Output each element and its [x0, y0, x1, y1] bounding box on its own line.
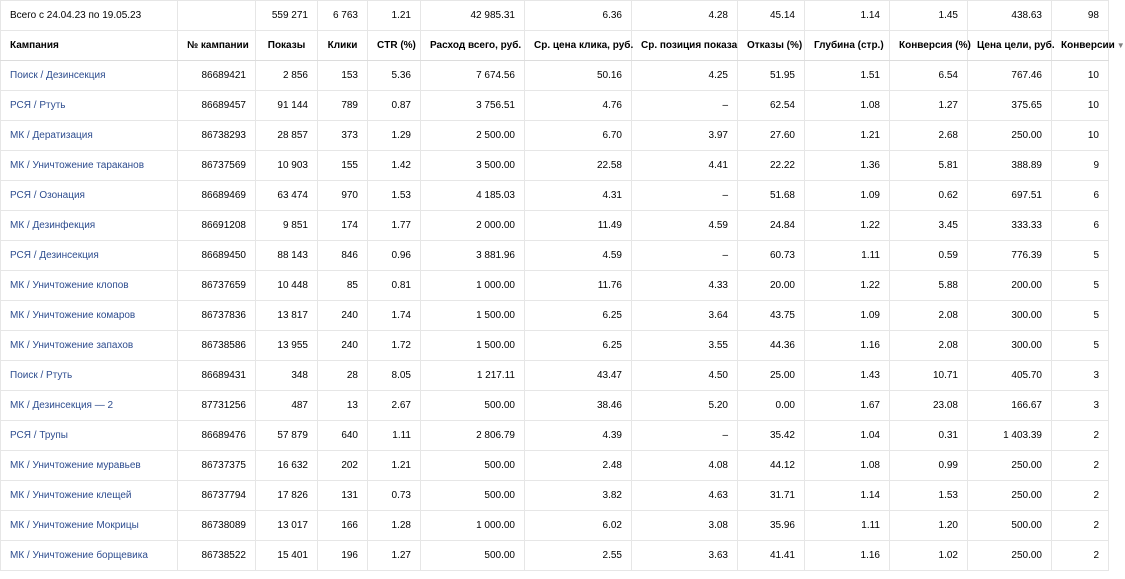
campaign-cell	[1, 361, 178, 391]
bounce-rate-cell: 20.00	[738, 271, 805, 301]
avg-cpc-cell: 2.55	[525, 541, 632, 571]
avg-cpc-cell: 43.47	[525, 361, 632, 391]
table-row	[1, 181, 1109, 211]
clicks-cell: 85	[318, 271, 368, 301]
table-row	[1, 301, 1109, 331]
conversions-cell: 5	[1052, 301, 1109, 331]
goal-cost-cell: 1 403.39	[968, 421, 1052, 451]
table-row	[1, 211, 1109, 241]
clicks-cell: 640	[318, 421, 368, 451]
ctr-cell: 1.42	[368, 151, 421, 181]
depth-cell: 1.22	[805, 271, 890, 301]
campaign-cell	[1, 271, 178, 301]
clicks-cell: 240	[318, 301, 368, 331]
goal-cost-cell: 166.67	[968, 391, 1052, 421]
campaign-id-cell: 86738586	[178, 331, 256, 361]
ctr-cell: 1.77	[368, 211, 421, 241]
clicks-cell: 789	[318, 91, 368, 121]
avg-cpc-cell: 11.49	[525, 211, 632, 241]
campaign-cell	[1, 151, 178, 181]
goal-cost-cell: 300.00	[968, 331, 1052, 361]
avg-cpc-cell: 4.31	[525, 181, 632, 211]
impressions-cell: 10 448	[256, 271, 318, 301]
campaign-id-cell: 86691208	[178, 211, 256, 241]
depth-cell: 1.16	[805, 331, 890, 361]
campaign-id-cell: 87731256	[178, 391, 256, 421]
campaign-cell	[1, 391, 178, 421]
goal-cost-cell: 388.89	[968, 151, 1052, 181]
totals-cell: 6.36	[525, 1, 632, 31]
ctr-cell: 8.05	[368, 361, 421, 391]
totals-cell: 1.45	[890, 1, 968, 31]
campaign-cell	[1, 451, 178, 481]
campaign-id-cell: 86737836	[178, 301, 256, 331]
campaign-id-cell: 86738089	[178, 511, 256, 541]
table-row	[1, 61, 1109, 91]
conversion-rate-cell: 5.88	[890, 271, 968, 301]
campaign-cell	[1, 211, 178, 241]
campaign-cell	[1, 421, 178, 451]
conversion-rate-cell: 1.53	[890, 481, 968, 511]
clicks-cell: 131	[318, 481, 368, 511]
total-cost-cell: 7 674.56	[421, 61, 525, 91]
clicks-cell: 13	[318, 391, 368, 421]
table-row	[1, 361, 1109, 391]
conversion-rate-cell: 10.71	[890, 361, 968, 391]
goal-cost-cell: 200.00	[968, 271, 1052, 301]
clicks-cell: 196	[318, 541, 368, 571]
conversions-cell: 10	[1052, 121, 1109, 151]
totals-row	[1, 1, 1109, 31]
bounce-rate-cell: 27.60	[738, 121, 805, 151]
conversions-cell: 3	[1052, 361, 1109, 391]
totals-cell: 438.63	[968, 1, 1052, 31]
avg-cpc-cell: 3.82	[525, 481, 632, 511]
total-cost-cell: 1 500.00	[421, 331, 525, 361]
impressions-cell: 487	[256, 391, 318, 421]
total-cost-cell: 500.00	[421, 541, 525, 571]
goal-cost-cell: 776.39	[968, 241, 1052, 271]
impressions-cell: 348	[256, 361, 318, 391]
total-cost-cell: 2 806.79	[421, 421, 525, 451]
ctr-cell: 1.53	[368, 181, 421, 211]
total-cost-cell: 500.00	[421, 451, 525, 481]
campaign-id-cell: 86689450	[178, 241, 256, 271]
bounce-rate-cell: 43.75	[738, 301, 805, 331]
campaign-id-cell: 86737794	[178, 481, 256, 511]
depth-cell: 1.08	[805, 451, 890, 481]
depth-cell: 1.51	[805, 61, 890, 91]
avg-position-cell: 3.63	[632, 541, 738, 571]
total-cost-cell: 1 500.00	[421, 301, 525, 331]
clicks-cell: 970	[318, 181, 368, 211]
impressions-cell: 2 856	[256, 61, 318, 91]
conversions-cell: 6	[1052, 211, 1109, 241]
impressions-cell: 10 903	[256, 151, 318, 181]
impressions-cell: 13 955	[256, 331, 318, 361]
conversions-cell: 5	[1052, 331, 1109, 361]
totals-cell: 42 985.31	[421, 1, 525, 31]
table-row	[1, 391, 1109, 421]
column-header-row	[1, 31, 1109, 61]
depth-cell: 1.14	[805, 481, 890, 511]
goal-cost-cell: 250.00	[968, 541, 1052, 571]
goal-cost-cell: 250.00	[968, 451, 1052, 481]
depth-cell: 1.11	[805, 511, 890, 541]
avg-cpc-cell: 6.25	[525, 331, 632, 361]
conversions-cell: 10	[1052, 91, 1109, 121]
campaign-link[interactable]: МК / Уничтожение Мокрицы	[10, 520, 139, 531]
ctr-cell: 0.73	[368, 481, 421, 511]
avg-cpc-cell: 4.59	[525, 241, 632, 271]
ctr-cell: 0.96	[368, 241, 421, 271]
impressions-cell: 28 857	[256, 121, 318, 151]
campaign-link[interactable]: МК / Уничтожение клещей	[10, 490, 132, 501]
ctr-cell: 1.74	[368, 301, 421, 331]
total-cost-cell: 2 500.00	[421, 121, 525, 151]
table-row	[1, 151, 1109, 181]
campaign-cell	[1, 511, 178, 541]
sort-desc-icon: ▼	[1116, 41, 1125, 50]
depth-cell: 1.08	[805, 91, 890, 121]
column-header-campaign-id[interactable]: № кампании	[178, 31, 256, 61]
depth-cell: 1.04	[805, 421, 890, 451]
goal-cost-cell: 405.70	[968, 361, 1052, 391]
campaign-cell	[1, 91, 178, 121]
ctr-cell: 1.28	[368, 511, 421, 541]
totals-cell: 45.14	[738, 1, 805, 31]
clicks-cell: 373	[318, 121, 368, 151]
impressions-cell: 13 017	[256, 511, 318, 541]
bounce-rate-cell: 31.71	[738, 481, 805, 511]
goal-cost-cell: 767.46	[968, 61, 1052, 91]
bounce-rate-cell: 41.41	[738, 541, 805, 571]
goal-cost-cell: 333.33	[968, 211, 1052, 241]
totals-cell: 1.14	[805, 1, 890, 31]
total-cost-cell: 500.00	[421, 391, 525, 421]
ctr-cell: 5.36	[368, 61, 421, 91]
campaign-link[interactable]: РСЯ / Дезинсекция	[10, 250, 99, 261]
avg-position-cell: 4.25	[632, 61, 738, 91]
impressions-cell: 13 817	[256, 301, 318, 331]
total-cost-cell: 3 756.51	[421, 91, 525, 121]
depth-cell: 1.43	[805, 361, 890, 391]
campaign-link[interactable]: МК / Уничтожение клопов	[10, 280, 129, 291]
avg-position-cell: 4.41	[632, 151, 738, 181]
total-cost-cell: 2 000.00	[421, 211, 525, 241]
campaign-id-cell: 86689431	[178, 361, 256, 391]
column-header-bounce-rate[interactable]: Отказы (%)	[738, 31, 805, 61]
goal-cost-cell: 697.51	[968, 181, 1052, 211]
column-header-total-cost[interactable]: Расход всего, руб.	[421, 31, 525, 61]
avg-cpc-cell: 4.39	[525, 421, 632, 451]
avg-cpc-cell: 6.70	[525, 121, 632, 151]
column-header-goal-cost[interactable]: Цена цели, руб.	[968, 31, 1052, 61]
conversion-rate-cell: 1.27	[890, 91, 968, 121]
depth-cell: 1.09	[805, 301, 890, 331]
bounce-rate-cell: 22.22	[738, 151, 805, 181]
depth-cell: 1.36	[805, 151, 890, 181]
conversion-rate-cell: 1.02	[890, 541, 968, 571]
campaign-link[interactable]: РСЯ / Озонация	[10, 190, 85, 201]
table-row	[1, 511, 1109, 541]
avg-position-cell: 4.33	[632, 271, 738, 301]
bounce-rate-cell: 44.12	[738, 451, 805, 481]
clicks-cell: 202	[318, 451, 368, 481]
impressions-cell: 9 851	[256, 211, 318, 241]
ctr-cell: 1.11	[368, 421, 421, 451]
totals-cell	[178, 1, 256, 31]
ctr-cell: 0.87	[368, 91, 421, 121]
goal-cost-cell: 250.00	[968, 121, 1052, 151]
depth-cell: 1.09	[805, 181, 890, 211]
goal-cost-cell: 250.00	[968, 481, 1052, 511]
avg-cpc-cell: 22.58	[525, 151, 632, 181]
impressions-cell: 15 401	[256, 541, 318, 571]
avg-position-cell: 5.20	[632, 391, 738, 421]
column-header-clicks[interactable]: Клики	[318, 31, 368, 61]
depth-cell: 1.21	[805, 121, 890, 151]
totals-cell: 559 271	[256, 1, 318, 31]
avg-position-cell: –	[632, 181, 738, 211]
avg-cpc-cell: 6.02	[525, 511, 632, 541]
campaign-link[interactable]: МК / Дезинсекция — 2	[10, 400, 114, 411]
conversions-cell: 2	[1052, 511, 1109, 541]
conversion-rate-cell: 2.08	[890, 301, 968, 331]
campaign-cell	[1, 301, 178, 331]
total-cost-cell: 1 217.11	[421, 361, 525, 391]
campaign-link[interactable]: МК / Дератизация	[10, 130, 93, 141]
avg-position-cell: 4.08	[632, 451, 738, 481]
conversions-cell: 2	[1052, 481, 1109, 511]
bounce-rate-cell: 62.54	[738, 91, 805, 121]
impressions-cell: 63 474	[256, 181, 318, 211]
conversion-rate-cell: 0.59	[890, 241, 968, 271]
campaign-id-cell: 86737569	[178, 151, 256, 181]
table-row	[1, 241, 1109, 271]
campaign-id-cell: 86689476	[178, 421, 256, 451]
table-row	[1, 331, 1109, 361]
impressions-cell: 88 143	[256, 241, 318, 271]
conversions-cell: 3	[1052, 391, 1109, 421]
clicks-cell: 846	[318, 241, 368, 271]
conversion-rate-cell: 1.20	[890, 511, 968, 541]
bounce-rate-cell: 24.84	[738, 211, 805, 241]
conversions-cell: 10	[1052, 61, 1109, 91]
avg-position-cell: 3.64	[632, 301, 738, 331]
goal-cost-cell: 300.00	[968, 301, 1052, 331]
conversion-rate-cell: 2.08	[890, 331, 968, 361]
campaign-id-cell: 86689469	[178, 181, 256, 211]
ctr-cell: 0.81	[368, 271, 421, 301]
depth-cell: 1.11	[805, 241, 890, 271]
avg-cpc-cell: 6.25	[525, 301, 632, 331]
impressions-cell: 57 879	[256, 421, 318, 451]
campaign-cell	[1, 121, 178, 151]
bounce-rate-cell: 35.96	[738, 511, 805, 541]
ctr-cell: 1.29	[368, 121, 421, 151]
column-header-avg-cpc[interactable]: Ср. цена клика, руб.	[525, 31, 632, 61]
avg-position-cell: –	[632, 421, 738, 451]
totals-cell: 98	[1052, 1, 1109, 31]
bounce-rate-cell: 60.73	[738, 241, 805, 271]
impressions-cell: 91 144	[256, 91, 318, 121]
bounce-rate-cell: 25.00	[738, 361, 805, 391]
conversions-cell: 5	[1052, 271, 1109, 301]
campaign-link[interactable]: РСЯ / Ртуть	[10, 100, 66, 111]
totals-period: Всего с 24.04.23 по 19.05.23	[1, 1, 178, 31]
campaign-cell	[1, 481, 178, 511]
clicks-cell: 174	[318, 211, 368, 241]
totals-cell: 6 763	[318, 1, 368, 31]
table-row	[1, 481, 1109, 511]
conversion-rate-cell: 3.45	[890, 211, 968, 241]
campaign-link[interactable]: МК / Уничтожение борщевика	[10, 550, 148, 561]
campaign-id-cell: 86689457	[178, 91, 256, 121]
avg-cpc-cell: 2.48	[525, 451, 632, 481]
table-row	[1, 451, 1109, 481]
column-header-campaign[interactable]: Кампания	[1, 31, 178, 61]
column-header-conversions[interactable]: Конверсии ▼	[1052, 31, 1109, 61]
conversion-rate-cell: 23.08	[890, 391, 968, 421]
total-cost-cell: 1 000.00	[421, 511, 525, 541]
campaign-cell	[1, 61, 178, 91]
avg-position-cell: 3.97	[632, 121, 738, 151]
avg-cpc-cell: 50.16	[525, 61, 632, 91]
column-header-conversion-rate[interactable]: Конверсия (%)	[890, 31, 968, 61]
column-header-ctr[interactable]: CTR (%)	[368, 31, 421, 61]
campaign-id-cell: 86738293	[178, 121, 256, 151]
ctr-cell: 1.72	[368, 331, 421, 361]
avg-cpc-cell: 11.76	[525, 271, 632, 301]
totals-cell: 1.21	[368, 1, 421, 31]
conversion-rate-cell: 2.68	[890, 121, 968, 151]
bounce-rate-cell: 51.68	[738, 181, 805, 211]
total-cost-cell: 3 881.96	[421, 241, 525, 271]
depth-cell: 1.22	[805, 211, 890, 241]
campaign-cell	[1, 241, 178, 271]
avg-cpc-cell: 4.76	[525, 91, 632, 121]
column-header-depth[interactable]: Глубина (стр.)	[805, 31, 890, 61]
total-cost-cell: 500.00	[421, 481, 525, 511]
clicks-cell: 166	[318, 511, 368, 541]
bounce-rate-cell: 35.42	[738, 421, 805, 451]
avg-position-cell: 4.63	[632, 481, 738, 511]
campaign-id-cell: 86737659	[178, 271, 256, 301]
table-row	[1, 271, 1109, 301]
avg-cpc-cell: 38.46	[525, 391, 632, 421]
conversion-rate-cell: 6.54	[890, 61, 968, 91]
campaign-link[interactable]: МК / Уничтожение запахов	[10, 340, 134, 351]
clicks-cell: 155	[318, 151, 368, 181]
impressions-cell: 17 826	[256, 481, 318, 511]
conversion-rate-cell: 5.81	[890, 151, 968, 181]
clicks-cell: 28	[318, 361, 368, 391]
clicks-cell: 153	[318, 61, 368, 91]
avg-position-cell: 3.08	[632, 511, 738, 541]
campaign-link[interactable]: МК / Дезинфекция	[10, 220, 96, 231]
avg-position-cell: –	[632, 91, 738, 121]
goal-cost-cell: 375.65	[968, 91, 1052, 121]
table-row	[1, 121, 1109, 151]
conversions-cell: 2	[1052, 541, 1109, 571]
campaign-link[interactable]: МК / Уничтожение комаров	[10, 310, 136, 321]
campaign-link[interactable]: МК / Уничтожение муравьев	[10, 460, 141, 471]
campaign-id-cell: 86689421	[178, 61, 256, 91]
depth-cell: 1.16	[805, 541, 890, 571]
avg-position-cell: 4.59	[632, 211, 738, 241]
impressions-cell: 16 632	[256, 451, 318, 481]
conversions-cell: 2	[1052, 421, 1109, 451]
goal-cost-cell: 500.00	[968, 511, 1052, 541]
column-header-avg-position[interactable]: Ср. позиция показа	[632, 31, 738, 61]
conversions-cell: 2	[1052, 451, 1109, 481]
campaign-cell	[1, 331, 178, 361]
table-row	[1, 541, 1109, 571]
ctr-cell: 1.27	[368, 541, 421, 571]
total-cost-cell: 1 000.00	[421, 271, 525, 301]
bounce-rate-cell: 0.00	[738, 391, 805, 421]
depth-cell: 1.67	[805, 391, 890, 421]
total-cost-cell: 4 185.03	[421, 181, 525, 211]
campaign-id-cell: 86737375	[178, 451, 256, 481]
ctr-cell: 1.21	[368, 451, 421, 481]
bounce-rate-cell: 51.95	[738, 61, 805, 91]
campaign-cell	[1, 181, 178, 211]
table-row	[1, 421, 1109, 451]
conversions-cell: 6	[1052, 181, 1109, 211]
campaign-cell	[1, 541, 178, 571]
avg-position-cell: 3.55	[632, 331, 738, 361]
avg-position-cell: 4.50	[632, 361, 738, 391]
bounce-rate-cell: 44.36	[738, 331, 805, 361]
campaign-link[interactable]: Поиск / Ртуть	[10, 370, 73, 381]
conversions-cell: 9	[1052, 151, 1109, 181]
campaign-id-cell: 86738522	[178, 541, 256, 571]
table-row	[1, 91, 1109, 121]
clicks-cell: 240	[318, 331, 368, 361]
campaign-link[interactable]: РСЯ / Трупы	[10, 430, 68, 441]
campaign-link[interactable]: Поиск / Дезинсекция	[10, 70, 106, 81]
avg-position-cell: –	[632, 241, 738, 271]
conversion-rate-cell: 0.31	[890, 421, 968, 451]
total-cost-cell: 3 500.00	[421, 151, 525, 181]
totals-cell: 4.28	[632, 1, 738, 31]
ctr-cell: 2.67	[368, 391, 421, 421]
conversion-rate-cell: 0.99	[890, 451, 968, 481]
column-header-impressions[interactable]: Показы	[256, 31, 318, 61]
conversion-rate-cell: 0.62	[890, 181, 968, 211]
campaign-link[interactable]: МК / Уничтожение тараканов	[10, 160, 145, 171]
conversions-cell: 5	[1052, 241, 1109, 271]
